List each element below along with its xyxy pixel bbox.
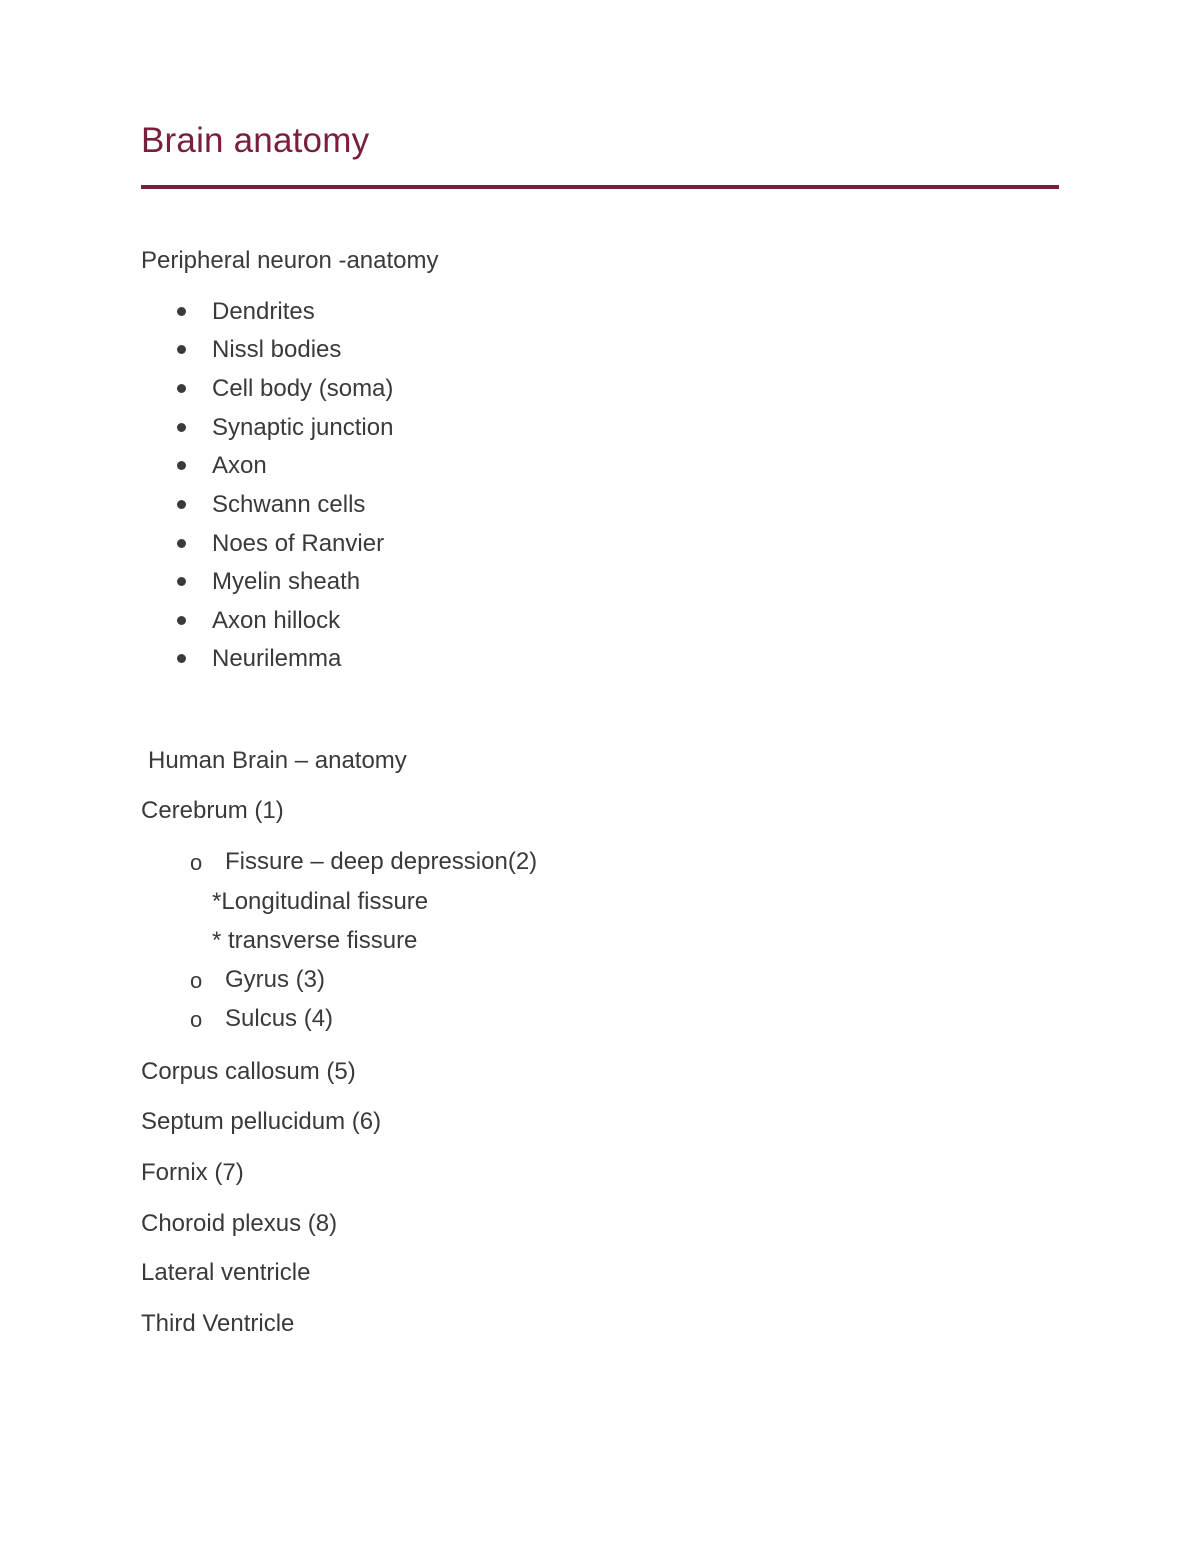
list-item: Third Ventricle xyxy=(141,1310,295,1337)
bullet-icon xyxy=(177,461,186,470)
list-item: Choroid plexus (8) xyxy=(141,1210,338,1237)
title-divider xyxy=(141,185,1059,189)
list-item: Neurilemma xyxy=(212,645,342,672)
circle-bullet-icon: o xyxy=(190,1007,203,1032)
list-item: Schwann cells xyxy=(212,491,366,518)
list-item: Fornix (7) xyxy=(141,1159,244,1186)
list-item-note: * transverse fissure xyxy=(212,927,418,954)
circle-bullet-icon: o xyxy=(190,850,203,875)
list-item: Cell body (soma) xyxy=(212,375,394,402)
list-item: Corpus callosum (5) xyxy=(141,1058,356,1085)
list-item: Nissl bodies xyxy=(212,336,342,363)
bullet-icon xyxy=(177,616,186,625)
list-item: Noes of Ranvier xyxy=(212,530,385,557)
list-item: Septum pellucidum (6) xyxy=(141,1108,382,1135)
list-item: Synaptic junction xyxy=(212,414,394,441)
list-item: Gyrus (3) xyxy=(225,966,326,993)
cerebrum-label: Cerebrum (1) xyxy=(141,797,284,824)
list-item: Lateral ventricle xyxy=(141,1259,311,1286)
bullet-icon xyxy=(177,307,186,316)
list-item: Axon xyxy=(212,452,267,479)
list-item: Fissure – deep depression(2) xyxy=(225,848,538,875)
bullet-icon xyxy=(177,577,186,586)
section-heading-human-brain: Human Brain – anatomy xyxy=(148,747,407,774)
list-item: Sulcus (4) xyxy=(225,1005,334,1032)
circle-bullet-icon: o xyxy=(190,968,203,993)
bullet-icon xyxy=(177,384,186,393)
section-heading-peripheral-neuron: Peripheral neuron -anatomy xyxy=(141,247,439,274)
list-item: Axon hillock xyxy=(212,607,341,634)
bullet-icon xyxy=(177,539,186,548)
page-title: Brain anatomy xyxy=(141,121,370,160)
bullet-icon xyxy=(177,423,186,432)
list-item-note: *Longitudinal fissure xyxy=(212,888,429,915)
bullet-icon xyxy=(177,345,186,354)
list-item: Myelin sheath xyxy=(212,568,361,595)
bullet-icon xyxy=(177,654,186,663)
bullet-icon xyxy=(177,500,186,509)
list-item: Dendrites xyxy=(212,298,315,325)
